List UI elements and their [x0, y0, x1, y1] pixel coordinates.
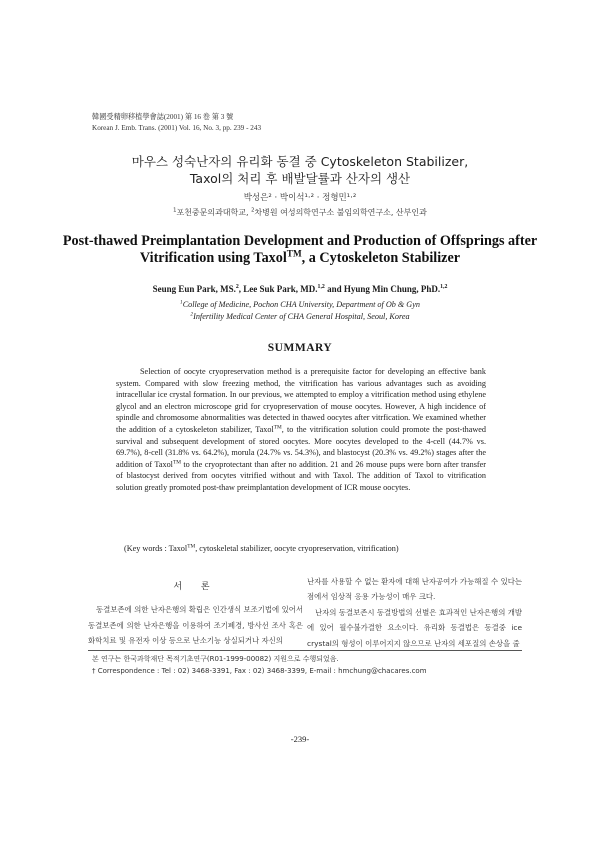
correspondence-text: Correspondence : Tel : 02) 3468-3391, Fax : 02) 3468-3399, E-mail : hmchung@chacares.com [95, 666, 427, 675]
funding-note: 본 연구는 한국과학재단 목적기초연구(R01-1999-00082) 지원으로 수행되었음. [92, 655, 339, 663]
korean-affiliations [0, 207, 600, 218]
trademark-mark: TM [187, 543, 196, 550]
affil-sup: 2 [190, 311, 194, 318]
footnotes [92, 654, 427, 677]
english-title-tail: , a Cytoskeleton Stabilizer [301, 250, 461, 266]
trademark-mark: TM [286, 248, 302, 259]
body-paragraph: 동결보존에 의한 난자은행의 확립은 인간생식 보조기법에 있어서 동결보존에 의한 난자은행을 이용하여 조기폐경, 방사선 조사 혹은 화학치료 및 유전자 이상 등으로 난소기능 상실되거나 자신의 [88, 605, 303, 646]
page-number: -239- [290, 734, 310, 744]
body-paragraph: 난자를 사용할 수 없는 환자에 대해 난자공여가 가능해질 수 있다는 점에서 임상적 응용 가능성이 매우 크다. [307, 577, 522, 602]
trademark-mark: TM [273, 424, 282, 431]
korean-authors: 박성은² · 박이석¹·² · 정형민¹·² [243, 193, 357, 203]
english-title-main: Post-thawed Preimplantation Development and Production of Offsprings after Vitrification using Taxol [62, 233, 538, 266]
abstract-text-a: Selection of oocyte cryopreservation method is a prerequisite factor for developing an effective bank system. Compared with slow freezing method, the vitrification has various advantages such as avoiding intracellular ice crystal formation. In our previous, we attempted to employ a vitrification method using ethylene glycol and an electron microscope grid for cryopreservation of mouse oocytes. However, A high incidence of spindle and chromosome abnormalities was detected in thawed oocytes after vitrfication. We examined whether the addition of a cytoskeleton stabilizer, Taxol [116, 367, 486, 434]
author-chung-hm: and Hyung Min Chung, PhD. [324, 284, 441, 294]
abstract-text-c: to the cryoprotectant than after no addition. 21 and 26 mouse pups were born after transfer of blastocyst derived from oocytes vitrified without and with Taxol. The addition of Taxol to vitrification solution greatly promoted post-thaw preimplantation development of ICR mouse oocytes. [116, 459, 486, 492]
keywords [124, 544, 399, 553]
english-authors [0, 284, 600, 294]
korean-title-line2: Taxol의 처리 후 배발달률과 산자의 생산 [189, 171, 411, 186]
korean-title-line1: 마우스 성숙난자의 유리화 동결 중 Cytoskeleton Stabilizer, [131, 154, 469, 169]
author-park-ls: , Lee Suk Park, MD. [238, 284, 318, 294]
affil-sup: 1 [180, 299, 183, 306]
affil-text: Infertility Medical Center of CHA General Hospital, Seoul, Korea [193, 312, 410, 321]
affil-marker-2: 2 [251, 207, 255, 214]
korean-affil-2: 차병원 여성의학연구소 불임의학연구소, 산부인과 [254, 208, 427, 217]
english-affiliation-2 [0, 312, 600, 321]
abstract [116, 366, 486, 494]
korean-affil-1: 포천중문의과대학교, [176, 208, 252, 217]
affil-text: College of Medicine, Pochon CHA University, Department of Ob & Gyn [182, 300, 420, 309]
author-park-se: Seung Eun Park, MS. [152, 284, 236, 294]
abstract-text-b: , to the vitrification solution could promote the post-thawed survival and subsequent development of stored oocytes. More oocytes developed to the 4-cell (44.7% vs. 69.7%), 8-cell (31.8% vs. 64.2%), morula (24.7% vs. 54.3%), and blastocyst (20.3% vs. 49.2%) stages after the addition of Taxol [116, 424, 486, 469]
section-heading-introduction: 서 론 [173, 582, 218, 592]
journal-citation-english: Korean J. Emb. Trans. (2001) Vol. 16, No. 3, pp. 239 - 243 [92, 124, 262, 132]
abstract-paragraph [116, 366, 486, 494]
body-column-left [88, 574, 303, 649]
author-sup: 1,2 [440, 284, 448, 290]
trademark-mark: TM [172, 459, 181, 466]
affil-marker-1: 1 [173, 207, 177, 214]
author-sup: 1,2 [317, 284, 325, 290]
journal-citation-korean: 韓國受精卵移植學會誌(2001) 第 16 卷 第 3 號 [92, 113, 234, 121]
body-column-right [307, 574, 522, 651]
keywords-rest: , cytoskeletal stabilizer, oocyte cryopreservation, vitrification) [195, 544, 399, 553]
keywords-lead: (Key words : Taxol [124, 544, 188, 553]
body-paragraph: 난자의 동결보존시 동결방법의 선별은 효과적인 난자은행의 개발에 있어 필수불가결한 요소이다. 유리화 동결법은 동결중 ice crystal의 형성이 이루어지지 않으므로 난자의 세포질의 손상을 줄 [307, 607, 522, 648]
english-title [60, 233, 540, 267]
author-sup: 2 [235, 284, 239, 290]
english-affiliation-1 [0, 300, 600, 309]
journal-header [92, 112, 261, 134]
correspondence-note [92, 666, 427, 678]
summary-heading: SUMMARY [267, 342, 333, 354]
dagger-mark: † [92, 666, 96, 675]
footnote-divider [88, 650, 522, 651]
